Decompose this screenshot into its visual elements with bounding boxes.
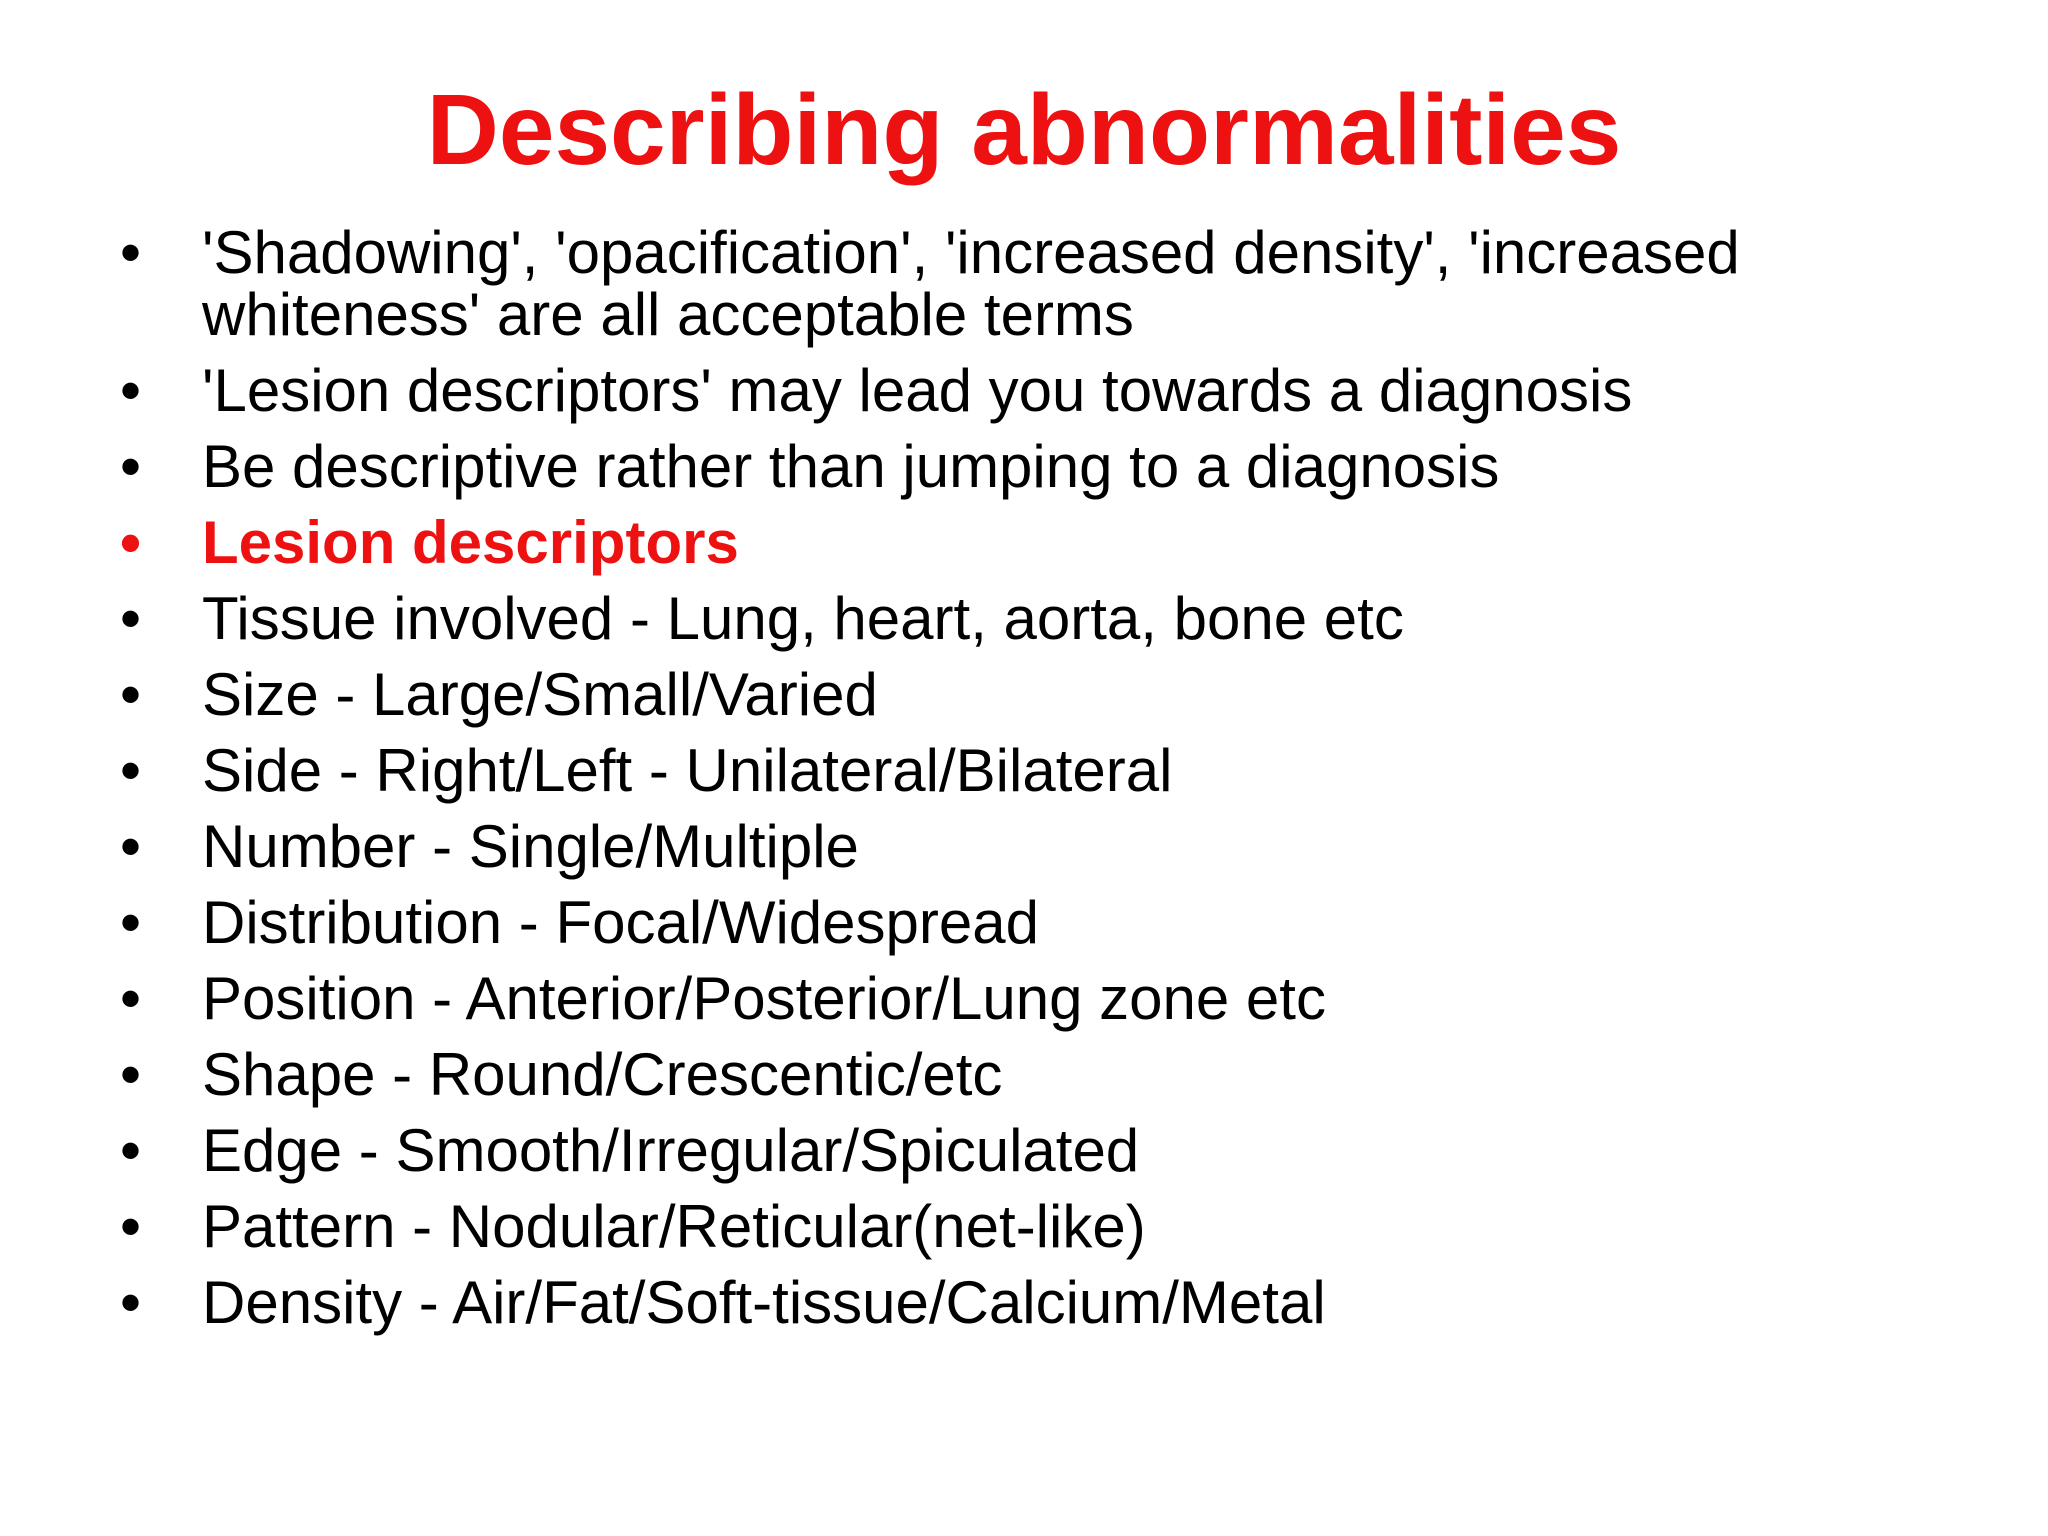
bullet-text: 'Lesion descriptors' may lead you towards a diagnosis <box>202 357 1633 424</box>
bullet-text: 'Shadowing', 'opacification', 'increased density', 'increased whiteness' are all acceptable terms <box>202 219 1740 348</box>
bullet-dot-icon: • <box>120 1269 142 1336</box>
slide-title: Describing abnormalities <box>426 74 1622 186</box>
bullet-text: Size - Large/Small/Varied <box>202 661 878 728</box>
bullet-dot-icon: • <box>120 585 142 652</box>
list-item <box>120 357 1960 424</box>
bullet-dot-icon: • <box>120 433 142 500</box>
bullet-list <box>120 219 1960 1348</box>
bullet-dot-icon: • <box>120 509 142 576</box>
bullet-dot-icon: • <box>120 357 142 424</box>
list-item <box>120 737 1960 804</box>
bullet-text: Distribution - Focal/Widespread <box>202 889 1039 956</box>
list-item <box>120 433 1960 500</box>
list-item <box>120 1193 1960 1260</box>
list-item <box>120 1041 1960 1108</box>
bullet-text: Be descriptive rather than jumping to a diagnosis <box>202 433 1500 500</box>
bullet-text: Tissue involved - Lung, heart, aorta, bone etc <box>202 585 1404 652</box>
bullet-text: Position - Anterior/Posterior/Lung zone etc <box>202 965 1326 1032</box>
bullet-text: Edge - Smooth/Irregular/Spiculated <box>202 1117 1140 1184</box>
bullet-dot-icon: • <box>120 219 142 286</box>
bullet-dot-icon: • <box>120 1041 142 1108</box>
bullet-dot-icon: • <box>120 737 142 804</box>
bullet-text: Number - Single/Multiple <box>202 813 859 880</box>
bullet-dot-icon: • <box>120 1193 142 1260</box>
bullet-text: Side - Right/Left - Unilateral/Bilateral <box>202 737 1173 804</box>
bullet-text: Density - Air/Fat/Soft-tissue/Calcium/Metal <box>202 1269 1326 1336</box>
bullet-text: Lesion descriptors <box>202 509 739 576</box>
list-item <box>120 1117 1960 1184</box>
bullet-text: Shape - Round/Crescentic/etc <box>202 1041 1003 1108</box>
list-item <box>120 585 1960 652</box>
list-item <box>120 661 1960 728</box>
list-item <box>120 219 1960 348</box>
list-item <box>120 813 1960 880</box>
bullet-dot-icon: • <box>120 661 142 728</box>
list-item <box>120 965 1960 1032</box>
list-item <box>120 889 1960 956</box>
bullet-dot-icon: • <box>120 965 142 1032</box>
list-item <box>120 1269 1960 1336</box>
bullet-dot-icon: • <box>120 889 142 956</box>
bullet-text: Pattern - Nodular/Reticular(net-like) <box>202 1193 1146 1260</box>
bullet-dot-icon: • <box>120 1117 142 1184</box>
list-item <box>120 509 1960 576</box>
bullet-dot-icon: • <box>120 813 142 880</box>
